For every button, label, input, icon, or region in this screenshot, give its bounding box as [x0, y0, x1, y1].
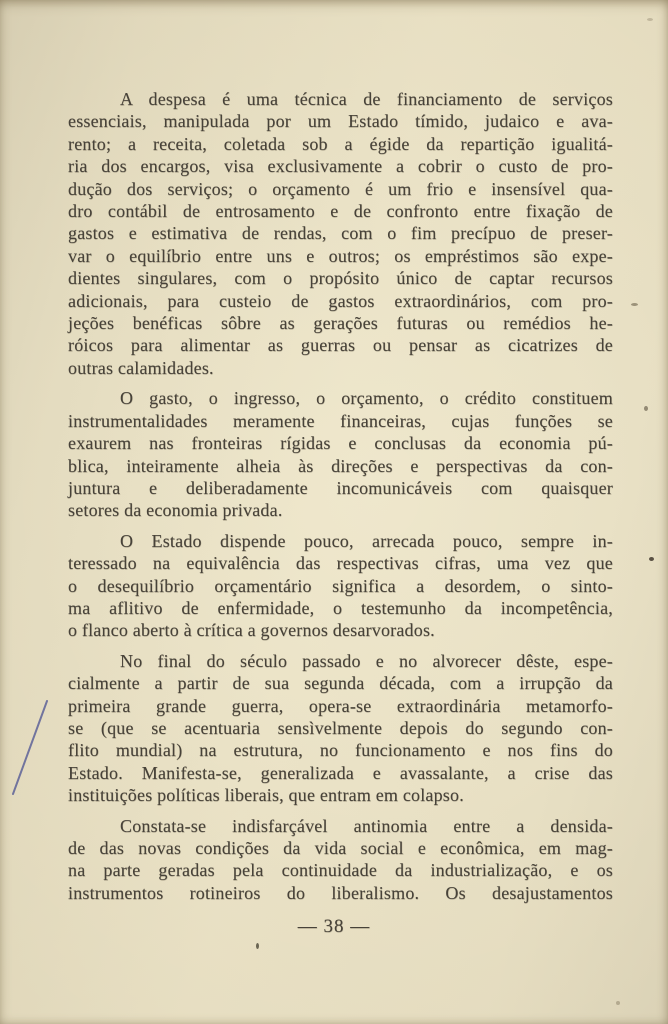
text-line: ria dos encargos, visa exclusivamente a cobrir o custo de pro- — [68, 156, 613, 177]
scan-speck — [647, 18, 653, 21]
page-number: — 38 — — [297, 916, 371, 937]
text-line: róicos para alimentar as guerras ou pensar as cicatrizes de — [68, 335, 613, 356]
scan-speck — [256, 943, 259, 949]
scan-speck — [616, 1001, 620, 1005]
text-line: A despesa é uma técnica de financiamento de serviços — [120, 89, 613, 109]
text-line: dientes singulares, com o propósito único de captar recursos — [68, 268, 613, 289]
text-line: de das novas condições da vida social e econômica, em mag- — [68, 838, 613, 858]
text-line: jeções benéficas sôbre as gerações futuras ou remédios he- — [68, 313, 613, 334]
text-line: se (que se acentuaria sensìvelmente depois do segundo con- — [68, 717, 613, 738]
text-line: O Estado dispende pouco, arrecada pouco, sempre in- — [120, 530, 613, 551]
text-line: exaurem nas fronteiras rígidas e conclusas da economia pú- — [68, 433, 613, 454]
body-text — [68, 88, 613, 904]
text-line: rento; a receita, coletada sob a égide da repartição igualitá- — [68, 133, 613, 154]
text-line: gastos e estimativa de rendas, com o fim precípuo de preser- — [68, 223, 613, 244]
text-line: instrumentalidades meramente financeiras, cujas funções se — [68, 410, 613, 431]
text-line: instrumentos rotineiros do liberalismo. Os desajustamentos — [68, 882, 613, 903]
text-line: ma aflitivo de enfermidade, o testemunho da incompetência, — [68, 597, 613, 618]
text-line: essenciais, manipulada por um Estado tímido, judaico e ava- — [68, 111, 613, 132]
paragraph — [68, 650, 613, 807]
text-line: instituições políticas liberais, que entram em colapso. — [68, 785, 464, 806]
text-line: setores da economia privada. — [68, 500, 283, 521]
scan-speck — [631, 303, 638, 306]
text-line: na parte geradas pela continuidade da industrialização, e os — [68, 860, 613, 881]
text-line: dro contábil de entrosamento e de confronto entre fixação de — [68, 201, 613, 222]
text-line: cialmente a partir de sua segunda década, com a irrupção da — [68, 673, 613, 694]
text-line: adicionais, para custeio de gastos extraordinários, com pro- — [68, 290, 613, 311]
text-line: flito mundial) na estrutura, no funcionamento e nos fins do — [68, 740, 613, 761]
paragraph — [68, 815, 613, 905]
pen-stroke-path — [13, 701, 47, 794]
text-line: var o equilíbrio entre uns e outros; os empréstimos são expe- — [68, 245, 613, 266]
text-line: Constata-se indisfarçável antinomia entre a densida- — [120, 815, 613, 836]
text-line: o desequilíbrio orçamentário significa a desordem, o sinto- — [68, 575, 613, 596]
text-line: No final do século passado e no alvorecer dêste, espe- — [120, 650, 613, 671]
text-line: outras calamidades. — [68, 357, 214, 378]
text-line: Estado. Manifesta-se, generalizada e avassalante, a crise das — [68, 762, 613, 783]
text-line: primeira grande guerra, opera-se extraordinária metamorfo- — [68, 695, 613, 716]
paragraph — [68, 530, 613, 642]
margin-pen-stroke — [0, 690, 60, 810]
scan-speck — [644, 406, 648, 411]
text-line: blica, inteiramente alheia às direções e perspectivas da con- — [68, 455, 613, 476]
paragraph — [68, 387, 613, 521]
text-line: dução dos serviços; o orçamento é um frio e insensível qua- — [68, 178, 613, 199]
text-line: o flanco aberto à crítica a governos desarvorados. — [68, 620, 435, 641]
paragraph — [68, 88, 613, 379]
scan-speck — [649, 557, 654, 561]
text-line: juntura e deliberadamente incomunicáveis com quaisquer — [68, 477, 613, 498]
text-line: teressado na equivalência das respectivas cifras, uma vez que — [68, 553, 613, 574]
text-line: O gasto, o ingresso, o orçamento, o crédito constituem — [120, 388, 613, 409]
